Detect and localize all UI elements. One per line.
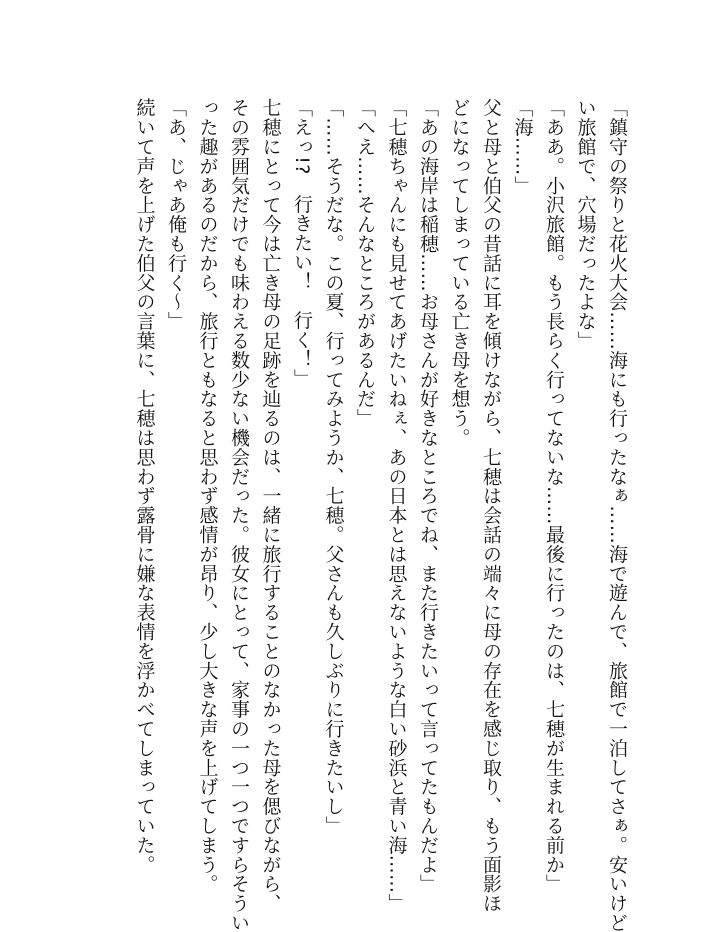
text-line: 「……そうだな。この夏、行ってみようか、七穂。父さんも久しぶりに行きたいし」 [322,98,345,836]
text-line: い旅館で、穴場だったよな」 [574,98,597,351]
text-line: どになってしまっている亡き母を想う。 [448,98,471,448]
text-line: 「あの海岸は稲穂……お母さんが好きなところでね、また行きたいって言ってたもんだよ」 [417,98,439,894]
text-line: 「七穂ちゃんにも見せてあげたいねぇ、あの日本とは思えないような白い砂浜と青い海……」 [385,98,408,913]
text-line: 七穂にとって今は亡き母の足跡を辿るのは、一緒に旅行することのなかった母を偲びながら、 [259,98,282,913]
text-line: 「へえ……そんなところがあるんだ」 [354,98,376,428]
text-line: その雰囲気だけでも味わえる数少ない機会だった。彼女にとって、家事の一つ一つですらそうい [228,98,250,932]
text-line: 父と母と伯父の昔話に耳を傾けながら、七穂は会話の端々に母の存在を感じ取り、もう面影ほ [480,98,502,913]
text-line: 「鎮守の祭りと花火大会……海にも行ったなぁ……海で遊んで、旅館で一泊してさぁ。安いけど [606,98,628,932]
text-line: 続いて声を上げた伯父の言葉に、七穂は思わず露骨に嫌な表情を浮かべてしまっていた。 [133,98,156,874]
text-line: った趣があるのだから、旅行ともなると思わず感情が昂り、少し大きな声を上げてしまう。 [196,98,219,894]
text-line: 「海……」 [511,98,534,195]
vertical-text-body [128,98,632,932]
text-line: 「あ、じゃあ俺も行く～」 [165,98,187,331]
text-line: 「ああ。小沢旅館。もう長らく行ってないな……最後に行ったのは、七穂が生まれる前か」 [543,98,565,894]
text-line: 「えっ!? 行きたい！ 行く！」 [291,98,313,389]
